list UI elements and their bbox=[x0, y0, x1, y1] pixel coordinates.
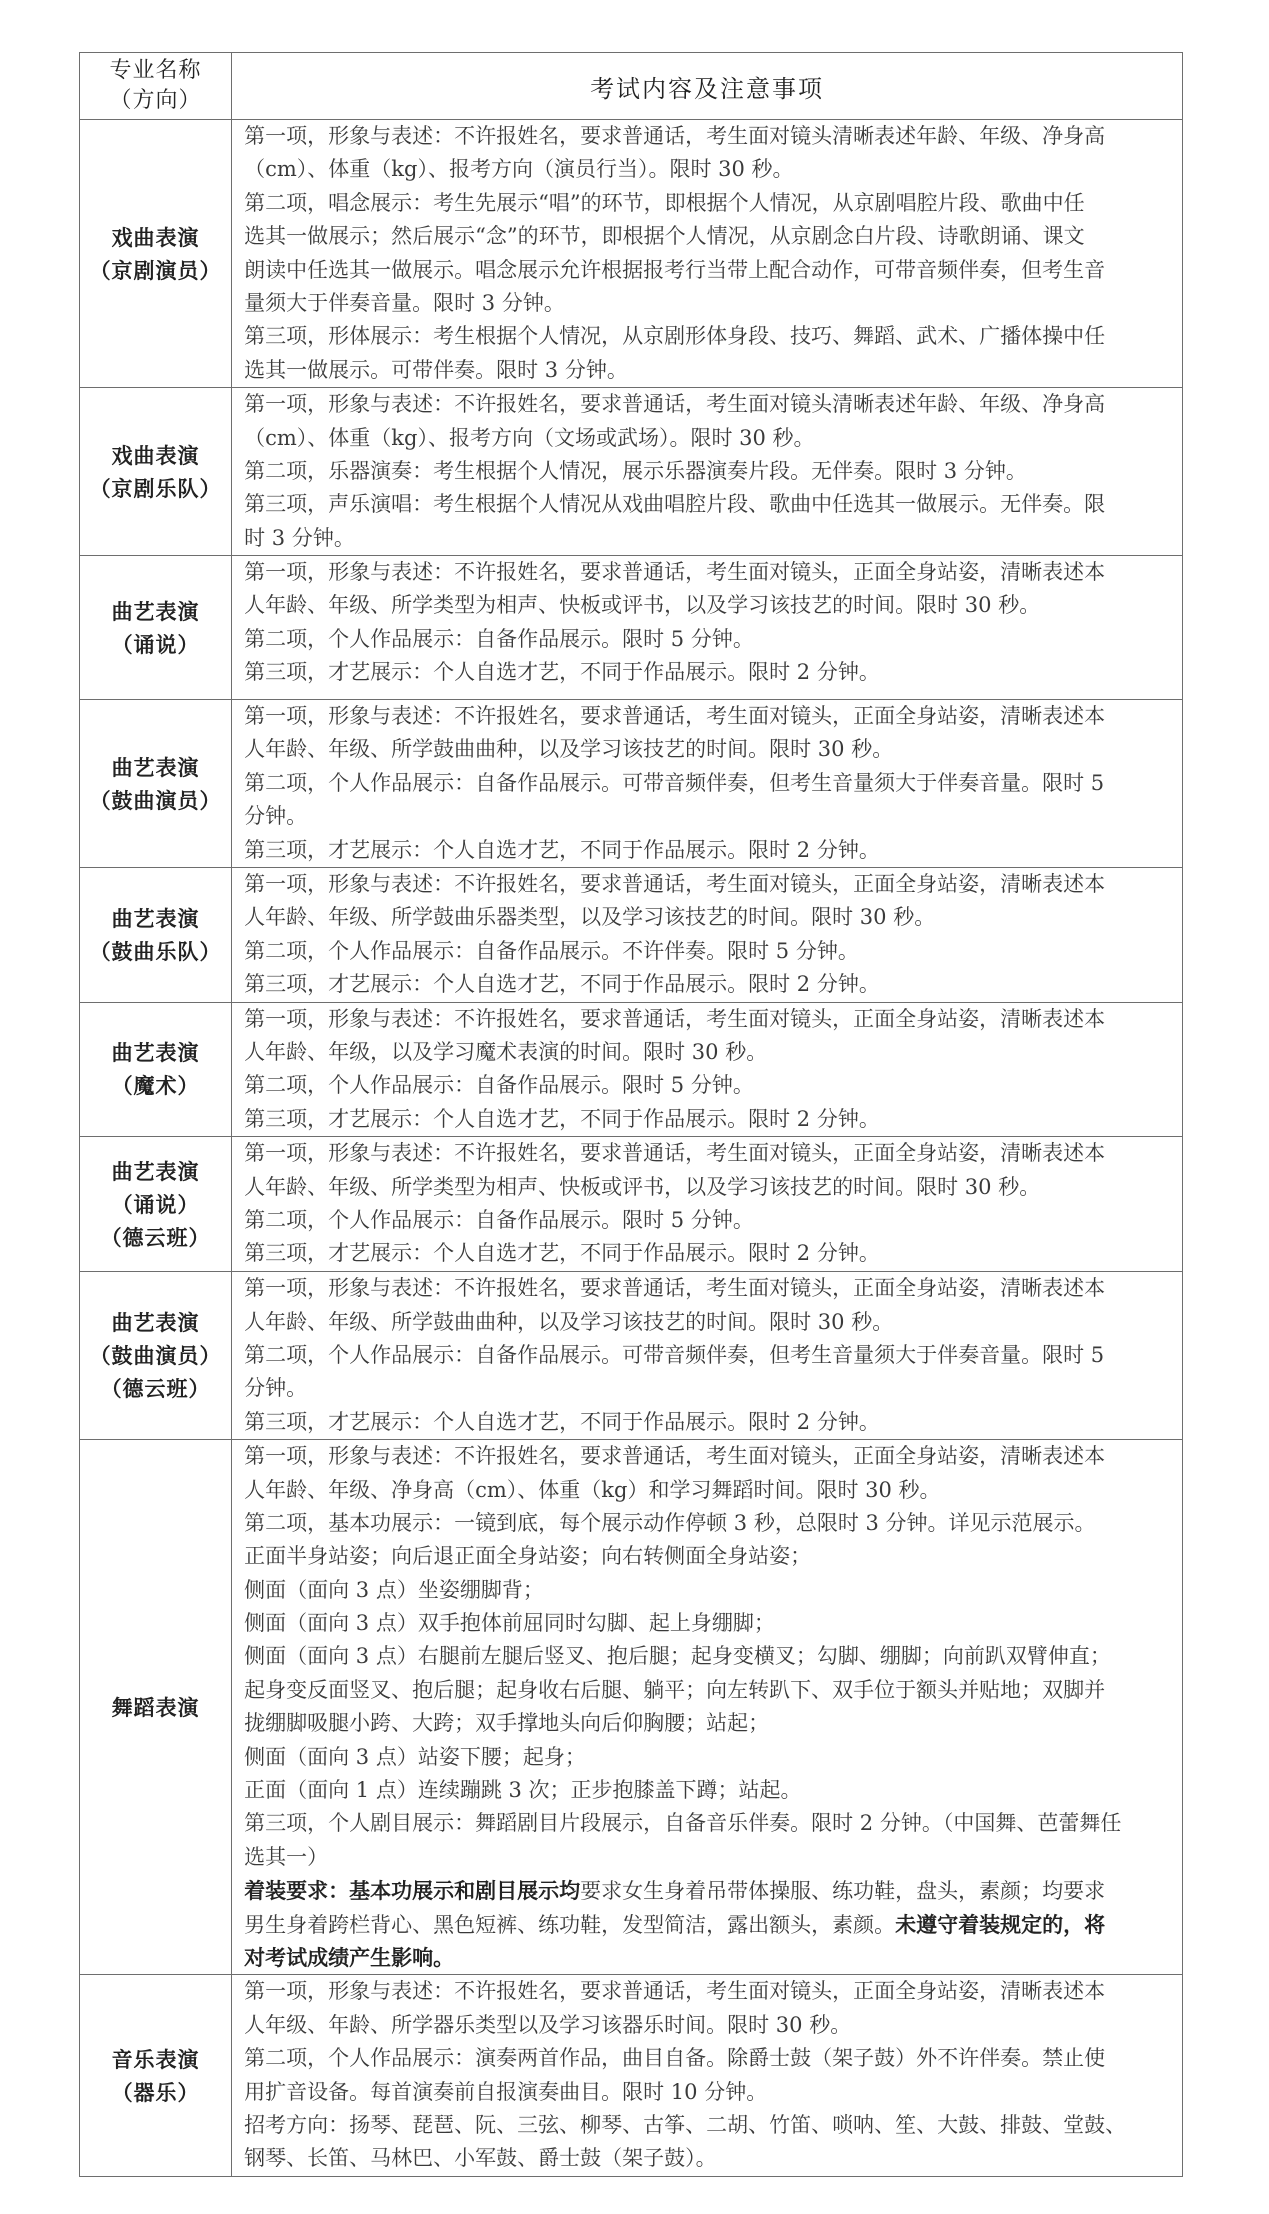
content-line: 第二项，乐器演奏：考生根据个人情况，展示乐器演奏片段。无伴奏。限时 3 分钟。 bbox=[244, 458, 1027, 483]
exam-content-cell bbox=[232, 556, 1183, 700]
major-name-cell bbox=[80, 1975, 232, 2176]
exam-content-cell bbox=[232, 388, 1183, 556]
major-direction: （诵说） bbox=[111, 631, 200, 657]
header-major-name-line: 专业名称 bbox=[109, 58, 202, 83]
major-direction: （德云班） bbox=[100, 1224, 211, 1250]
content-line: 正面（面向 1 点）连续蹦跳 3 次；正步抱膝盖下蹲；站起。 bbox=[244, 1778, 802, 1803]
content-line: （cm）、体重（kg）、报考方向（演员行当）。限时 30 秒。 bbox=[244, 157, 794, 182]
content-line: 分钟。 bbox=[244, 1376, 308, 1401]
table-row bbox=[80, 1002, 1183, 1137]
content-line: 正面半身站姿；向后退正面全身站姿；向右转侧面全身站姿； bbox=[244, 1544, 812, 1569]
content-line: 第三项，才艺展示：个人自选才艺，不同于作品展示。限时 2 分钟。 bbox=[244, 972, 880, 997]
content-line: 侧面（面向 3 点）右腿前左腿后竖叉、抱后腿；起身变横叉；勾脚、绷脚；向前趴双臂伸直； bbox=[244, 1644, 1111, 1669]
content-line: 第一项，形象与表述：不许报姓名，要求普通话，考生面对镜头，正面全身站姿，清晰表述本 bbox=[244, 560, 1106, 585]
major-name-cell bbox=[80, 868, 232, 1003]
exam-content-cell bbox=[232, 1002, 1183, 1137]
table-header-row bbox=[80, 53, 1183, 120]
major-name: 曲艺表演 bbox=[111, 1310, 200, 1336]
content-line: 第二项，个人作品展示：自备作品展示。限时 5 分钟。 bbox=[244, 626, 754, 651]
exam-content-cell bbox=[232, 1272, 1183, 1440]
dress-requirement-emphasis: 着装要求：基本功展示和剧目展示均 bbox=[244, 1878, 581, 1904]
exam-content-cell bbox=[232, 120, 1183, 388]
header-exam-content: 考试内容及注意事项 bbox=[232, 53, 1183, 120]
content-line: 侧面（面向 3 点）双手抱体前屈同时勾脚、起上身绷脚； bbox=[244, 1611, 775, 1636]
major-name-cell bbox=[80, 388, 232, 556]
major-direction: （京剧演员） bbox=[89, 257, 222, 283]
exam-content-cell bbox=[232, 1975, 1183, 2176]
content-line: 选其一做展示；然后展示“念”的环节，即根据个人情况，从京剧念白片段、诗歌朗诵、课文 bbox=[244, 224, 1085, 249]
table-row bbox=[80, 556, 1183, 700]
content-line: 人年龄、年级、所学类型为相声、快板或评书，以及学习该技艺的时间。限时 30 秒。 bbox=[244, 593, 1041, 618]
content-line: 第三项，声乐演唱：考生根据个人情况从戏曲唱腔片段、歌曲中任选其一做展示。无伴奏。限 bbox=[244, 492, 1106, 517]
dress-requirement-line bbox=[244, 1874, 1172, 1907]
major-name: 戏曲表演 bbox=[111, 442, 200, 468]
major-name: 舞蹈表演 bbox=[111, 1694, 200, 1720]
header-major-name bbox=[80, 53, 232, 120]
content-line: 选其一） bbox=[244, 1844, 329, 1869]
content-line: 人年级、年龄、所学器乐类型以及学习该器乐时间。限时 30 秒。 bbox=[244, 2012, 852, 2037]
dress-requirement-line bbox=[244, 1941, 1172, 1974]
content-line: 第三项，才艺展示：个人自选才艺，不同于作品展示。限时 2 分钟。 bbox=[244, 1409, 880, 1434]
content-line: 第一项，形象与表述：不许报姓名，要求普通话，考生面对镜头，正面全身站姿，清晰表述本 bbox=[244, 704, 1106, 729]
dress-requirement-emphasis: 未遵守着装规定的，将 bbox=[895, 1911, 1106, 1937]
content-line: 分钟。 bbox=[244, 804, 308, 829]
content-line: 第一项，形象与表述：不许报姓名，要求普通话，考生面对镜头，正面全身站姿，清晰表述本 bbox=[244, 1979, 1106, 2004]
content-line: 第一项，形象与表述：不许报姓名，要求普通话，考生面对镜头，正面全身站姿，清晰表述本 bbox=[244, 1006, 1106, 1031]
table-row bbox=[80, 1272, 1183, 1440]
content-line: 第二项，个人作品展示：自备作品展示。限时 5 分钟。 bbox=[244, 1073, 754, 1098]
table-row bbox=[80, 1975, 1183, 2176]
major-name: 音乐表演 bbox=[111, 2046, 200, 2072]
dress-requirement-text: 男生身着跨栏背心、黑色短裤、练功鞋，发型简洁，露出额头，素颜。 bbox=[244, 1912, 896, 1937]
table-row bbox=[80, 1137, 1183, 1272]
major-name: 曲艺表演 bbox=[111, 905, 200, 931]
major-name: 曲艺表演 bbox=[111, 598, 200, 624]
major-name-cell bbox=[80, 556, 232, 700]
content-line: 第三项，才艺展示：个人自选才艺，不同于作品展示。限时 2 分钟。 bbox=[244, 660, 880, 685]
exam-requirements-table bbox=[79, 52, 1183, 2177]
major-name-cell bbox=[80, 700, 232, 868]
major-direction: （京剧乐队） bbox=[89, 475, 222, 501]
content-line: （cm）、体重（kg）、报考方向（文场或武场）。限时 30 秒。 bbox=[244, 425, 815, 450]
major-name-cell bbox=[80, 1440, 232, 1975]
content-line: 第一项，形象与表述：不许报姓名，要求普通话，考生面对镜头，正面全身站姿，清晰表述本 bbox=[244, 872, 1106, 897]
content-line: 第三项，才艺展示：个人自选才艺，不同于作品展示。限时 2 分钟。 bbox=[244, 1241, 880, 1266]
content-line: 时 3 分钟。 bbox=[244, 525, 355, 550]
content-line: 第二项，个人作品展示：自备作品展示。不许伴奏。限时 5 分钟。 bbox=[244, 938, 859, 963]
content-line: 第一项，形象与表述：不许报姓名，要求普通话，考生面对镜头，正面全身站姿，清晰表述本 bbox=[244, 1444, 1106, 1469]
table-row bbox=[80, 700, 1183, 868]
content-line: 侧面（面向 3 点）站姿下腰；起身； bbox=[244, 1744, 586, 1769]
content-line: 第三项，才艺展示：个人自选才艺，不同于作品展示。限时 2 分钟。 bbox=[244, 837, 880, 862]
dress-requirement-line bbox=[244, 1908, 1172, 1941]
content-line: 人年龄、年级、所学鼓曲曲种，以及学习该技艺的时间。限时 30 秒。 bbox=[244, 1309, 894, 1334]
content-line: 选其一做展示。可带伴奏。限时 3 分钟。 bbox=[244, 357, 628, 382]
content-line: 第一项，形象与表述：不许报姓名，要求普通话，考生面对镜头清晰表述年龄、年级、净身高 bbox=[244, 392, 1106, 417]
exam-content-cell bbox=[232, 1137, 1183, 1272]
content-line: 第三项，个人剧目展示：舞蹈剧目片段展示，自备音乐伴奏。限时 2 分钟。（中国舞、芭蕾舞任 bbox=[244, 1811, 1122, 1836]
major-name: 曲艺表演 bbox=[111, 1158, 200, 1184]
content-line: 起身变反面竖叉、抱后腿；起身收右后腿、躺平；向左转趴下、双手位于额头并贴地；双脚并 bbox=[244, 1677, 1106, 1702]
table-row bbox=[80, 868, 1183, 1003]
content-line: 人年龄、年级、所学鼓曲乐器类型，以及学习该技艺的时间。限时 30 秒。 bbox=[244, 905, 936, 930]
table-row bbox=[80, 1440, 1183, 1975]
content-line: 第二项，个人作品展示：演奏两首作品，曲目自备。除爵士鼓（架子鼓）外不许伴奏。禁止使 bbox=[244, 2046, 1106, 2071]
content-line: 人年龄、年级、所学类型为相声、快板或评书，以及学习该技艺的时间。限时 30 秒。 bbox=[244, 1174, 1041, 1199]
major-name-cell bbox=[80, 120, 232, 388]
table-body bbox=[80, 120, 1183, 2177]
content-line: 第一项，形象与表述：不许报姓名，要求普通话，考生面对镜头，正面全身站姿，清晰表述本 bbox=[244, 1141, 1106, 1166]
content-line: 朗读中任选其一做展示。唱念展示允许根据报考行当带上配合动作，可带音频伴奏，但考生音 bbox=[244, 257, 1106, 282]
content-line: 人年龄、年级、所学鼓曲曲种，以及学习该技艺的时间。限时 30 秒。 bbox=[244, 737, 894, 762]
major-direction: （鼓曲乐队） bbox=[89, 938, 222, 964]
content-line: 第二项，唱念展示：考生先展示“唱”的环节，即根据个人情况，从京剧唱腔片段、歌曲中任 bbox=[244, 190, 1085, 215]
content-line: 第二项，个人作品展示：自备作品展示。可带音频伴奏，但考生音量须大于伴奏音量。限时 5 bbox=[244, 770, 1105, 795]
major-name: 曲艺表演 bbox=[111, 1040, 200, 1066]
major-direction: （鼓曲演员） bbox=[89, 787, 222, 813]
content-line: 第一项，形象与表述：不许报姓名，要求普通话，考生面对镜头清晰表述年龄、年级、净身高 bbox=[244, 124, 1106, 148]
table-row bbox=[80, 388, 1183, 556]
content-line: 第三项，形体展示：考生根据个人情况，从京剧形体身段、技巧、舞蹈、武术、广播体操中任 bbox=[244, 324, 1106, 349]
content-line: 拢绷脚吸腿小跨、大跨；双手撑地头向后仰胸腰；站起； bbox=[244, 1711, 770, 1736]
exam-content-cell bbox=[232, 868, 1183, 1003]
content-line: 人年龄、年级、净身高（cm）、体重（kg）和学习舞蹈时间。限时 30 秒。 bbox=[244, 1477, 941, 1502]
content-line: 第二项，基本功展示：一镜到底，每个展示动作停顿 3 秒，总限时 3 分钟。详见示范展示。 bbox=[244, 1510, 1096, 1535]
content-line: 第二项，个人作品展示：自备作品展示。限时 5 分钟。 bbox=[244, 1207, 754, 1232]
content-line: 招考方向：扬琴、琵琶、阮、三弦、柳琴、古筝、二胡、竹笛、唢呐、笙、大鼓、排鼓、堂鼓、 bbox=[244, 2112, 1127, 2137]
content-line: 用扩音设备。每首演奏前自报演奏曲目。限时 10 分钟。 bbox=[244, 2079, 768, 2104]
major-direction: （鼓曲演员） bbox=[89, 1343, 222, 1369]
major-direction: （诵说） bbox=[111, 1191, 200, 1217]
header-direction-line: （方向） bbox=[109, 88, 202, 113]
dress-requirement-emphasis: 对考试成绩产生影响。 bbox=[244, 1944, 455, 1970]
major-name-cell bbox=[80, 1272, 232, 1440]
content-line: 第三项，才艺展示：个人自选才艺，不同于作品展示。限时 2 分钟。 bbox=[244, 1106, 880, 1131]
major-name-cell bbox=[80, 1002, 232, 1137]
content-line: 人年龄、年级，以及学习魔术表演的时间。限时 30 秒。 bbox=[244, 1039, 768, 1064]
content-line: 第二项，个人作品展示：自备作品展示。可带音频伴奏，但考生音量须大于伴奏音量。限时 5 bbox=[244, 1342, 1105, 1367]
major-name: 曲艺表演 bbox=[111, 754, 200, 780]
major-name-cell bbox=[80, 1137, 232, 1272]
content-line: 量须大于伴奏音量。限时 3 分钟。 bbox=[244, 290, 565, 315]
exam-content-cell bbox=[232, 700, 1183, 868]
dress-requirement-text: 要求女生身着吊带体操服、练功鞋，盘头，素颜；均要求 bbox=[580, 1879, 1106, 1904]
table-row bbox=[80, 120, 1183, 388]
major-name: 戏曲表演 bbox=[111, 224, 200, 250]
content-line: 第一项，形象与表述：不许报姓名，要求普通话，考生面对镜头，正面全身站姿，清晰表述本 bbox=[244, 1276, 1106, 1301]
major-direction: （德云班） bbox=[100, 1376, 211, 1402]
major-direction: （魔术） bbox=[111, 1073, 200, 1099]
major-direction: （器乐） bbox=[111, 2079, 200, 2105]
content-line: 侧面（面向 3 点）坐姿绷脚背； bbox=[244, 1577, 544, 1602]
content-line: 钢琴、长笛、马林巴、小军鼓、爵士鼓（架子鼓）。 bbox=[244, 2146, 717, 2171]
exam-content-cell bbox=[232, 1440, 1183, 1975]
